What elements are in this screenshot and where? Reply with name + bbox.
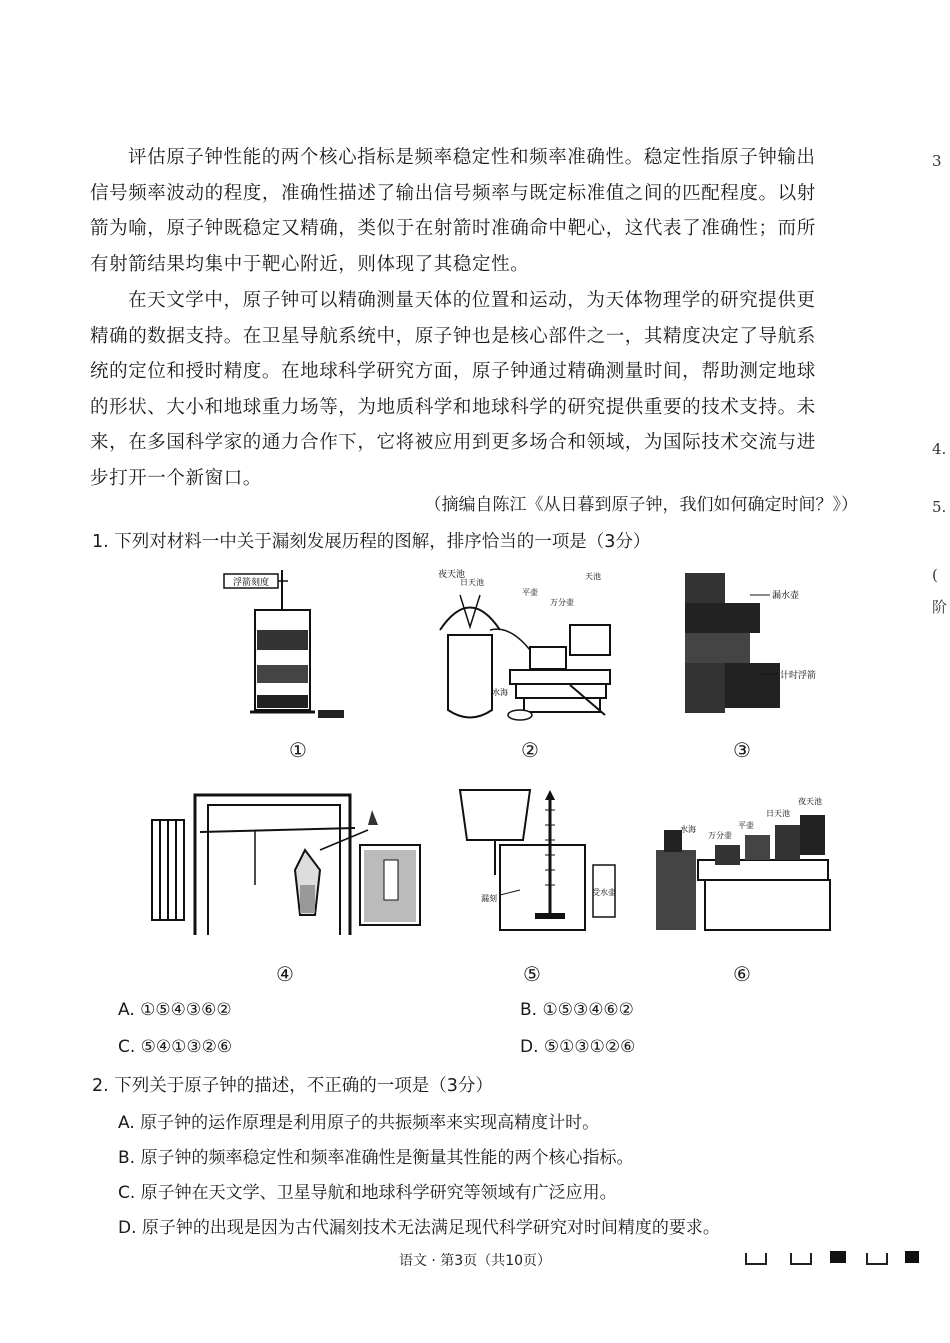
registration-mark xyxy=(790,1253,812,1265)
passage-line: 精确的数据支持。在卫星导航系统中，原子钟也是核心部件之一，其精度决定了导航系 xyxy=(90,325,816,347)
figure-6-text: 万分壶 xyxy=(708,831,732,840)
passage-paragraph-1 xyxy=(90,140,860,282)
figure-6-label: ⑥ xyxy=(733,962,751,986)
figure-5-text: 受水壶 xyxy=(592,888,616,897)
question-2-stem: 2. 下列关于原子钟的描述，不正确的一项是（3分） xyxy=(92,1076,493,1096)
registration-mark xyxy=(745,1253,767,1265)
figure-2-text: 天池 xyxy=(585,572,601,581)
figure-5-text: 漏刻 xyxy=(481,894,497,903)
passage-line: 信号频率波动的程度，准确性描述了输出信号频率与既定标准值之间的匹配程度。以射 xyxy=(90,182,816,204)
figure-6-illustration xyxy=(650,790,840,940)
q1-option-a[interactable]: A. ①⑤④③⑥② xyxy=(118,1000,232,1020)
figure-6-text: 平壶 xyxy=(738,821,754,830)
passage-paragraph-2 xyxy=(90,283,860,497)
q2-option-a[interactable]: A. 原子钟的运作原理是利用原子的共振频率来实现高精度计时。 xyxy=(118,1113,600,1133)
figure-4-label: ④ xyxy=(276,962,294,986)
figure-2-text: 夜天池 xyxy=(438,570,466,580)
registration-mark xyxy=(830,1251,846,1263)
passage-line: 来，在多国科学家的通力合作下，它将被应用到更多场合和领域，为国际技术交流与进 xyxy=(90,432,816,454)
figure-2-label: ② xyxy=(521,738,539,762)
figure-6-text: 日天池 xyxy=(766,809,790,818)
figure-1-illustration xyxy=(220,570,360,730)
figure-3-text: 漏水壶 xyxy=(772,591,800,601)
q2-option-b[interactable]: B. 原子钟的频率稳定性和频率准确性是衡量其性能的两个核心指标。 xyxy=(118,1148,634,1168)
figure-3-illustration xyxy=(680,568,817,728)
q1-option-d[interactable]: D. ⑤①③①②⑥ xyxy=(520,1037,636,1057)
passage-line: 在天文学中，原子钟可以精确测量天体的位置和运动，为天体物理学的研究提供更 xyxy=(128,290,816,311)
figure-5-illustration xyxy=(455,785,620,945)
q1-option-b[interactable]: B. ①⑤③④⑥② xyxy=(520,1000,634,1020)
figure-3-label: ③ xyxy=(733,738,751,762)
passage-line: 的形状、大小和地球重力场等，为地质科学和地球科学的研究提供重要的技术支持。未 xyxy=(90,396,816,418)
registration-mark xyxy=(866,1253,888,1265)
figure-2-text: 水海 xyxy=(492,688,508,697)
margin-mark: 4. xyxy=(932,440,947,458)
q2-option-d[interactable]: D. 原子钟的出现是因为古代漏刻技术无法满足现代科学研究对时间精度的要求。 xyxy=(118,1218,720,1238)
q1-option-c[interactable]: C. ⑤④①③②⑥ xyxy=(118,1037,233,1057)
figure-4-illustration xyxy=(140,790,430,940)
passage-line: 步打开一个新窗口。 xyxy=(90,467,262,489)
question-1-stem: 1. 下列对材料一中关于漏刻发展历程的图解，排序恰当的一项是（3分） xyxy=(92,532,651,552)
figure-6-text: 水海 xyxy=(680,825,696,834)
figure-5-label: ⑤ xyxy=(523,962,541,986)
margin-mark: ( xyxy=(932,566,938,584)
figure-2-text: 平壶 xyxy=(522,588,538,597)
figure-2-text: 万分壶 xyxy=(550,598,574,607)
figure-3-text: 计时浮箭 xyxy=(780,671,817,681)
figure-2-illustration xyxy=(430,565,630,730)
figure-6-text: 夜天池 xyxy=(798,797,822,806)
passage-line: 箭为喻，原子钟既稳定又精确，类似于在射箭时准确命中靶心，这代表了准确性；而所 xyxy=(90,218,816,240)
passage-line: 评估原子钟性能的两个核心指标是频率稳定性和频率准确性。稳定性指原子钟输出 xyxy=(128,147,816,168)
registration-mark xyxy=(905,1251,919,1263)
margin-mark: 阶 xyxy=(932,598,948,616)
passage-source: （摘编自陈江《从日暮到原子钟，我们如何确定时间？》） xyxy=(424,495,858,515)
q2-option-c[interactable]: C. 原子钟在天文学、卫星导航和地球科学研究等领域有广泛应用。 xyxy=(118,1183,617,1203)
margin-mark: 3 xyxy=(932,152,942,170)
passage-line: 统的定位和授时精度。在地球科学研究方面，原子钟通过精确测量时间，帮助测定地球 xyxy=(90,361,816,383)
figure-1-label: ① xyxy=(289,738,307,762)
margin-mark: 5. xyxy=(932,498,947,516)
passage-line: 有射箭结果均集中于靶心附近，则体现了其稳定性。 xyxy=(90,253,530,275)
figure-2-text: 日天池 xyxy=(460,578,484,587)
figure-1-text: 浮箭刻度 xyxy=(232,578,270,588)
page-footer: 语文 · 第3页（共10页） xyxy=(398,1253,552,1269)
